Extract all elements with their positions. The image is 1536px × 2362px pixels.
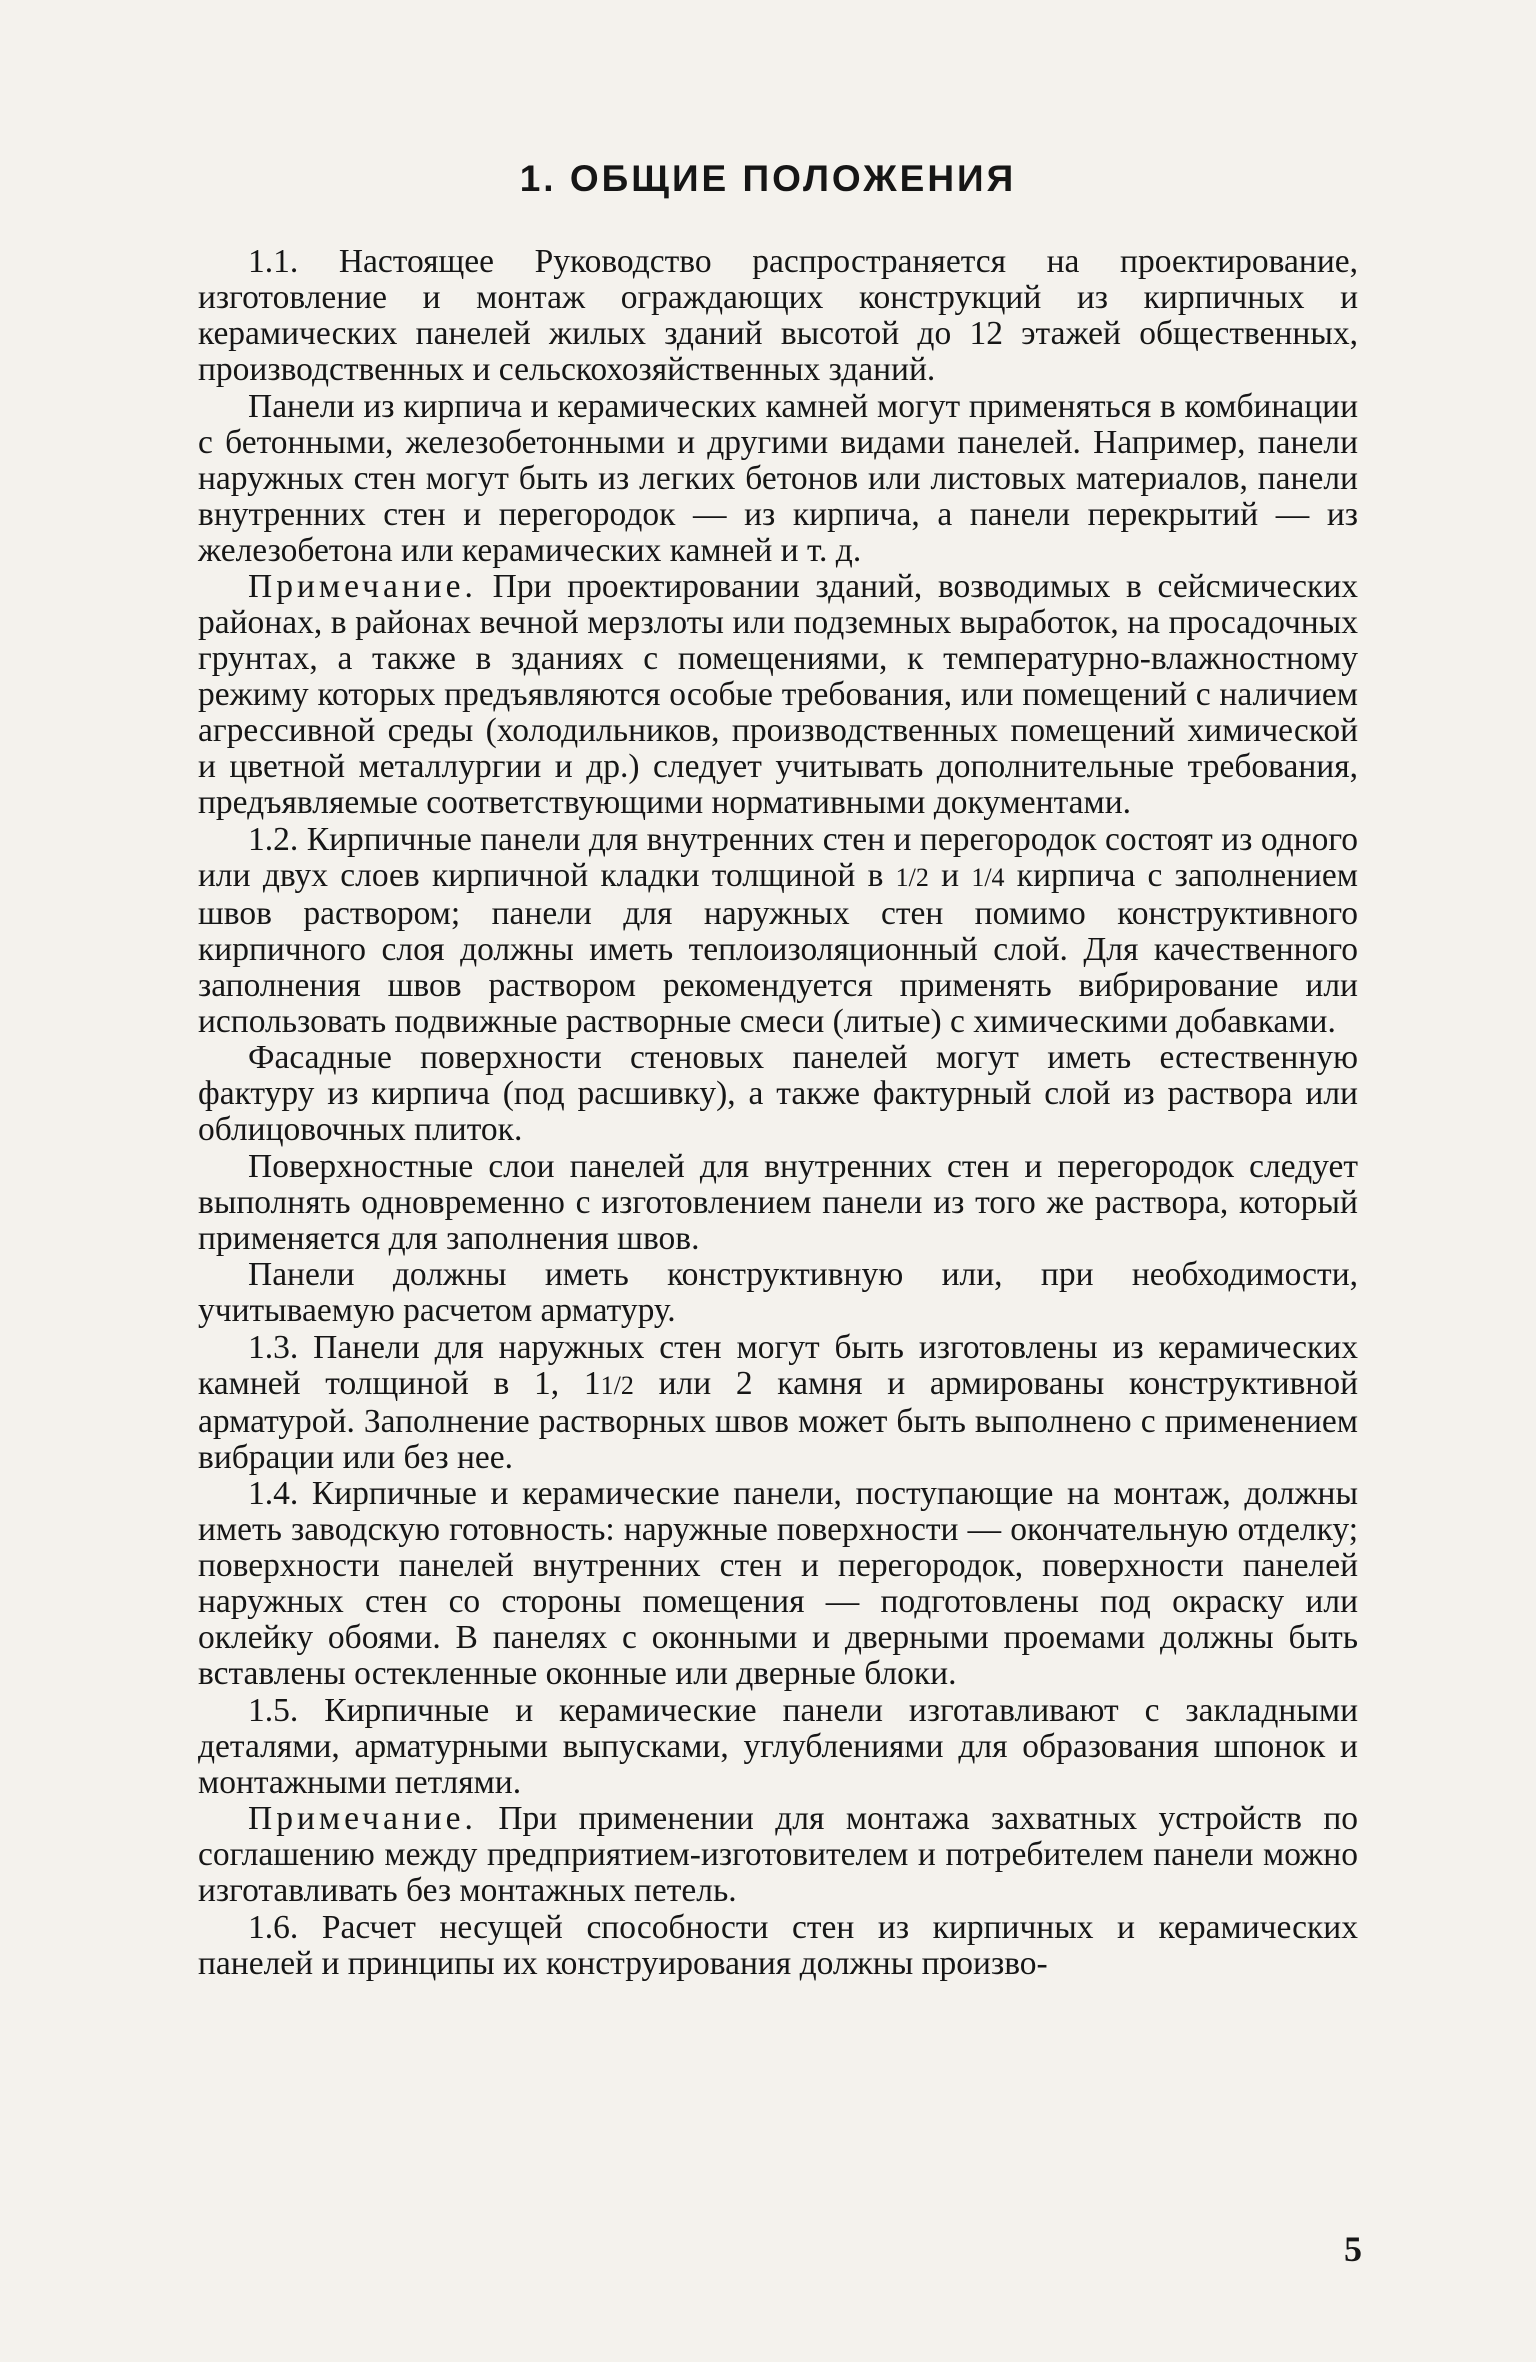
body-text bbox=[198, 244, 1358, 1982]
paragraph-reinforcement: Панели должны иметь конструктивную или, при необходимости, учитываемую расчетом арматуру. bbox=[198, 1256, 1358, 1329]
note-text: При применении для монтажа захватных устройств по соглашению между предприятием-изготовителем и потребителем панели можно изготавливать без монтажных петель. bbox=[198, 1800, 1358, 1909]
page-number: 5 bbox=[1344, 2229, 1362, 2269]
note-text: При проектировании зданий, возводимых в сейсмических районах, в районах вечной мерзлоты или подземных выработок, на просадочных грунтах, а также в зданиях с помещениями, к температурно-влажностному режиму которых предъявляются особые требования, или помещений с наличием агрессивной среды (холодильников, производственных помещений химической и цветной металлургии и др.) следует учитывать дополнительные требования, предъявляемые соответствующими нормативными документами. bbox=[198, 568, 1358, 821]
paragraph-1-4: 1.4. Кирпичные и керамические панели, поступающие на монтаж, должны иметь заводскую готовность: наружные поверхности — окончательную отделку; поверхности панелей внутренних стен и перегородок, поверхности панелей наружных стен со стороны помещения — подготовлены под окраску или оклейку обоями. В панелях с оконными и дверными проемами должны быть вставлены остекленные оконные или дверные блоки. bbox=[198, 1475, 1358, 1692]
section-heading: 1. ОБЩИЕ ПОЛОЖЕНИЯ bbox=[519, 158, 1017, 199]
fraction-half: 1/2 bbox=[895, 862, 929, 892]
fraction-half: 1/2 bbox=[600, 1370, 634, 1400]
note-1 bbox=[198, 569, 1358, 821]
paragraph-1-5: 1.5. Кирпичные и керамические панели изготавливают с закладными деталями, арматурными выпусками, углублениями для образования шпонок и монтажными петлями. bbox=[198, 1691, 1358, 1801]
note-label: Примечание. bbox=[248, 568, 477, 605]
paragraph-1-3 bbox=[198, 1330, 1358, 1476]
paragraph-1-3-tail: или 2 камня и армированы конструктивной арматурой. Заполнение растворных швов может быть выполнено с применением вибрации или без нее. bbox=[198, 1364, 1358, 1476]
paragraph-1-1: 1.1. Настоящее Руководство распространяется на проектирование, изготовление и монтаж ограждающих конструкций из кирпичных и керамических панелей жилых зданий высотой до 12 этажей общественных, производственных и сельскохозяйственных зданий. bbox=[198, 243, 1358, 388]
paragraph-surface-layers: Поверхностные слои панелей для внутренних стен и перегородок следует выполнять одновременно с изготовлением панели из того же раствора, который применяется для заполнения швов. bbox=[198, 1147, 1358, 1257]
paragraph-facade: Фасадные поверхности стеновых панелей могут иметь естественную фактуру из кирпича (под расшивку), а также фактурный слой из раствора или облицовочных плиток. bbox=[198, 1039, 1358, 1148]
paragraph-1-6: 1.6. Расчет несущей способности стен из кирпичных и керамических панелей и принципы их конструирования должны произво- bbox=[198, 1908, 1358, 1982]
note-2 bbox=[198, 1801, 1358, 1909]
paragraph-1-2-lead: 1.2. Кирпичные панели для внутренних стен и перегородок состоят из одного или двух слоев кирпичной кладки толщиной в bbox=[198, 820, 1358, 894]
note-label: Примечание. bbox=[248, 1800, 477, 1837]
paragraph-1-2 bbox=[198, 822, 1358, 1040]
paragraph-1-3-lead: 1.3. Панели для наружных стен могут быть изготовлены из керамических камней толщиной в 1, 1 bbox=[198, 1328, 1358, 1402]
paragraph-1-2-mid: и bbox=[928, 856, 972, 894]
paragraph-1-1-continued: Панели из кирпича и керамических камней могут применяться в комбинации с бетонными, железобетонными и другими видами панелей. Например, панели наружных стен могут быть из легких бетонов или листовых материалов, панели внутренних стен и перегородок — из кирпича, а панели перекрытий — из железобетона или керамических камней и т. д. bbox=[198, 387, 1358, 569]
paragraph-1-2-tail: кирпича с заполнением швов раствором; панели для наружных стен помимо конструктивного кирпичного слоя должны иметь теплоизоляционный слой. Для качественного заполнения швов раствором рекомендуется применять вибрирование или использовать подвижные растворные смеси (литые) с химическими добавками. bbox=[198, 856, 1358, 1040]
fraction-quarter: 1/4 bbox=[971, 862, 1005, 892]
